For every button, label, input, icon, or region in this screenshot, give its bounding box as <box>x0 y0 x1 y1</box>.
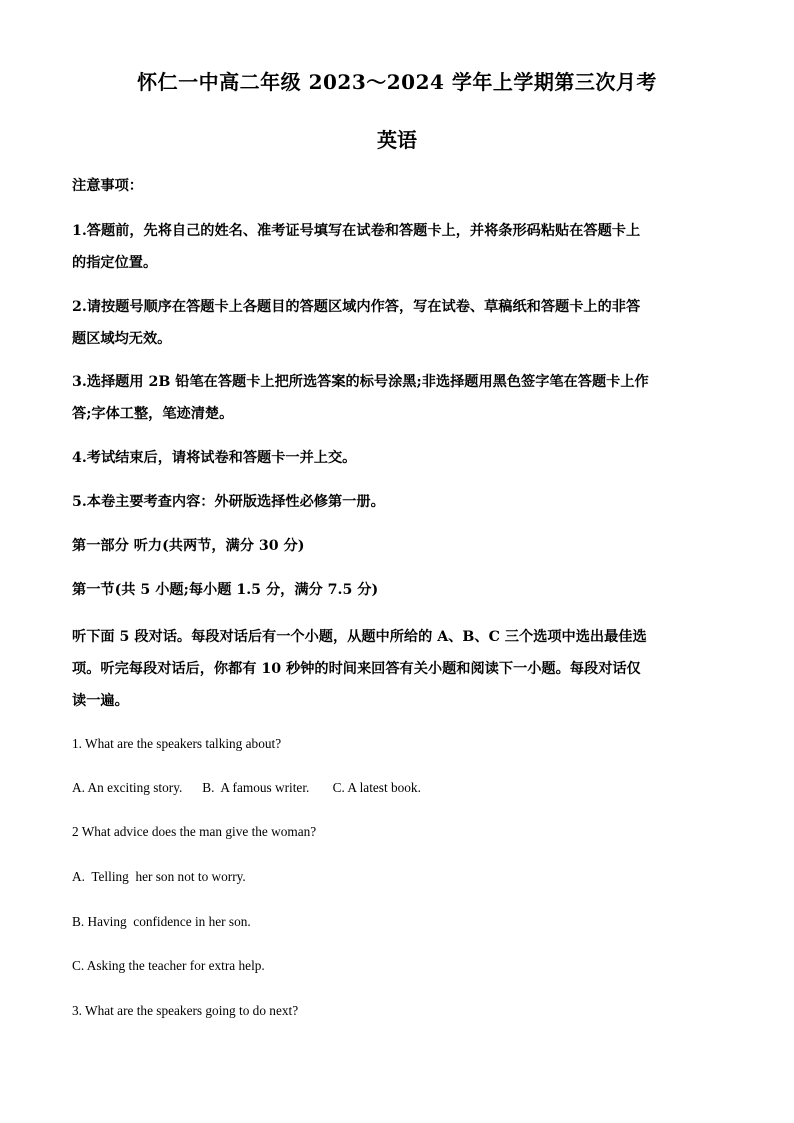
subsection-heading: 第一节(共 5 小题;每小题 1.5 分，满分 7.5 分) <box>72 582 379 598</box>
question-2-option-b: B. Having confidence in her son. <box>72 914 251 929</box>
instruction-line-3: 读一遍。 <box>72 693 129 709</box>
notice-item-3-line-1: 3.选择题用 2B 铅笔在答题卡上把所选答案的标号涂黑;非选择题用黑色签字笔在答题卡上作 <box>72 374 649 390</box>
part-heading: 第一部分 听力(共两节，满分 30 分) <box>72 538 305 554</box>
notice-item-1-line-1: 1.答题前，先将自己的姓名、准考证号填写在试卷和答题卡上，并将条形码粘贴在答题卡上 <box>72 223 641 239</box>
question-2: 2 What advice does the man give the woman? <box>72 824 317 839</box>
question-1: 1. What are the speakers talking about? <box>72 736 282 751</box>
question-1-options: A. An exciting story. B. A famous writer. C. A latest book. <box>72 780 421 795</box>
exam-title: 怀仁一中高二年级 2023～2024 学年上学期第三次月考 <box>137 70 657 94</box>
notice-item-4: 4.考试结束后，请将试卷和答题卡一并上交。 <box>72 450 357 466</box>
question-2-option-a: A. Telling her son not to worry. <box>72 869 246 884</box>
question-3: 3. What are the speakers going to do next? <box>72 1003 299 1018</box>
question-2-option-c: C. Asking the teacher for extra help. <box>72 958 265 973</box>
instruction-line-2: 项。听完每段对话后，你都有 10 秒钟的时间来回答有关小题和阅读下一小题。每段对话仅 <box>72 661 641 677</box>
notice-item-5: 5.本卷主要考查内容：外研版选择性必修第一册。 <box>72 494 385 510</box>
notice-heading: 注意事项： <box>72 178 143 194</box>
subject-title: 英语 <box>377 128 417 152</box>
notice-item-3-line-2: 答;字体工整，笔迹清楚。 <box>72 406 234 422</box>
notice-item-1-line-2: 的指定位置。 <box>72 255 158 271</box>
notice-item-2-line-1: 2.请按题号顺序在答题卡上各题目的答题区域内作答，写在试卷、草稿纸和答题卡上的非答 <box>72 299 641 315</box>
notice-item-2-line-2: 题区域均无效。 <box>72 331 172 347</box>
instruction-line-1: 听下面 5 段对话。每段对话后有一个小题，从题中所给的 A、B、C 三个选项中选出最佳选 <box>72 629 647 645</box>
